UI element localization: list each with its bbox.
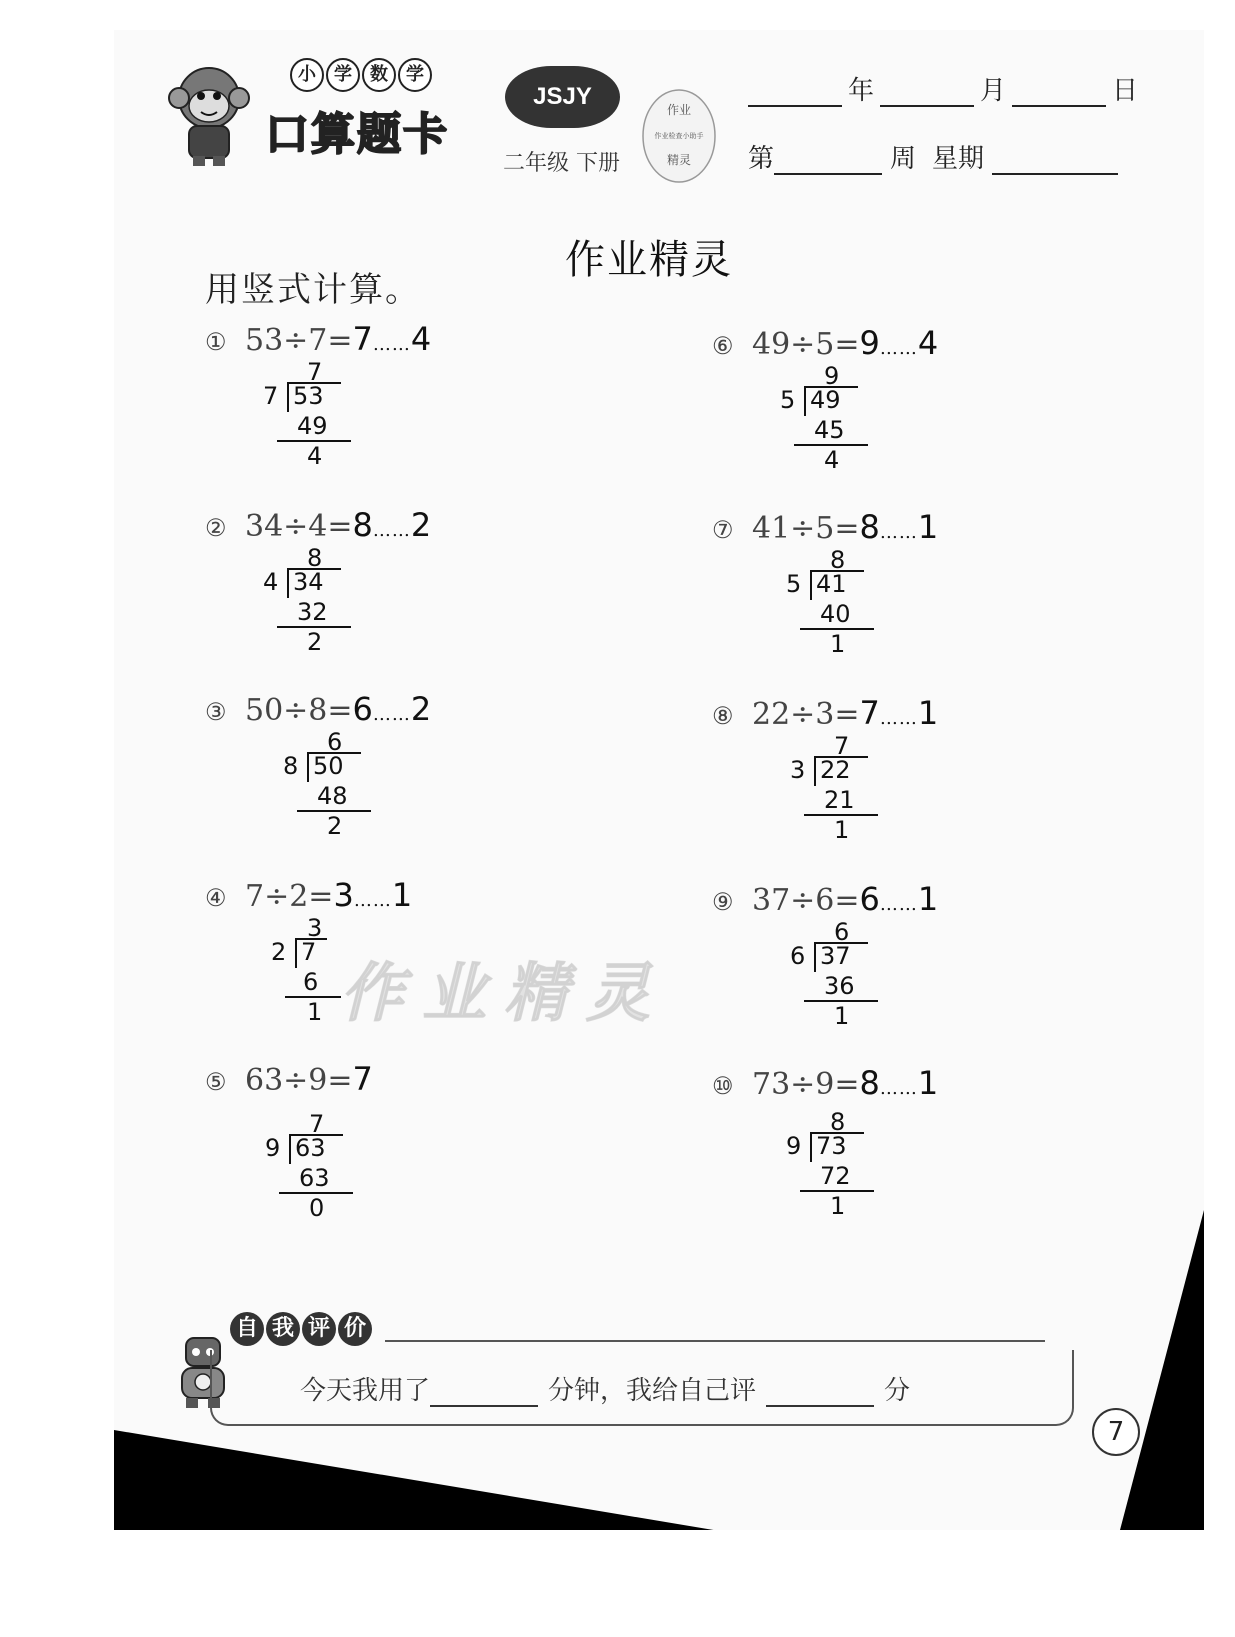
long-division-work [283, 728, 403, 848]
brand-char: 学 [398, 58, 432, 92]
badge-char: 评 [302, 1312, 336, 1346]
work-quotient: 9 [824, 362, 840, 390]
answer-quotient[interactable]: 8 [859, 508, 880, 546]
answer-remainder[interactable]: 4 [917, 324, 939, 362]
remainder-dots: …… [879, 894, 918, 915]
work-remainder: 1 [834, 816, 850, 844]
problem-expression: 7÷2= [245, 879, 334, 914]
answer-quotient[interactable]: 7 [859, 694, 880, 732]
work-divisor: 9 [786, 1132, 802, 1160]
brand-subtitle [290, 58, 432, 92]
answer-quotient[interactable]: 3 [333, 876, 354, 914]
work-divisor: 3 [790, 756, 806, 784]
answer-quotient[interactable]: 8 [352, 506, 373, 544]
work-remainder: 4 [307, 442, 323, 470]
problem-10 [712, 1064, 1132, 1234]
problem-expression: 73÷9= [752, 1067, 860, 1102]
work-quotient: 7 [834, 732, 850, 760]
work-quotient: 8 [307, 544, 323, 572]
work-remainder: 2 [327, 812, 343, 840]
work-divisor: 7 [263, 382, 279, 410]
problem-number: ⑧ [712, 702, 734, 730]
work-product: 72 [820, 1162, 851, 1190]
remainder-dots: …… [372, 334, 411, 355]
work-dividend: 34 [293, 568, 324, 596]
problem-1 [205, 320, 625, 490]
weekday-label: 星期 [932, 144, 985, 174]
work-quotient: 7 [307, 358, 323, 386]
work-remainder: 1 [830, 1192, 846, 1220]
problem-number: ⑩ [712, 1072, 734, 1100]
work-quotient: 6 [834, 918, 850, 946]
answer-quotient[interactable]: 9 [859, 324, 880, 362]
work-remainder: 1 [834, 1002, 850, 1030]
long-division-work [265, 1110, 385, 1230]
work-quotient: 3 [307, 914, 323, 942]
long-division-work [790, 732, 910, 852]
problem-expression: 37÷6= [752, 883, 860, 918]
week-blank[interactable] [774, 145, 882, 175]
work-divisor: 5 [786, 570, 802, 598]
work-product: 6 [303, 968, 319, 996]
remainder-dots: …… [879, 522, 918, 543]
answer-remainder[interactable]: 1 [917, 880, 939, 918]
work-product: 32 [297, 598, 328, 626]
problem-8 [712, 694, 1132, 864]
weekday-blank[interactable] [992, 145, 1118, 175]
long-division-work [786, 546, 906, 666]
work-remainder: 0 [309, 1194, 325, 1222]
work-divisor: 8 [283, 752, 299, 780]
month-blank[interactable] [880, 77, 974, 107]
month-label: 月 [980, 76, 1007, 106]
brand-title: 口算题卡 [265, 109, 449, 160]
work-dividend: 53 [293, 382, 324, 410]
minutes-blank[interactable] [430, 1379, 538, 1407]
work-quotient: 8 [830, 546, 846, 574]
problem-number: ⑦ [712, 516, 734, 544]
work-product: 21 [824, 786, 855, 814]
eval-text-2: 分钟，我给自己评 [548, 1376, 757, 1406]
work-product: 40 [820, 600, 851, 628]
answer-remainder[interactable]: 1 [917, 694, 939, 732]
score-blank[interactable] [766, 1379, 874, 1407]
work-dividend: 41 [816, 570, 847, 598]
problem-9 [712, 880, 1132, 1050]
week-prefix: 第 [748, 144, 775, 174]
week-fields [748, 138, 1118, 175]
problem-expression: 41÷5= [752, 511, 860, 546]
week-label: 周 [890, 144, 917, 174]
year-label: 年 [848, 76, 875, 106]
problem-number: ④ [205, 884, 227, 912]
work-remainder: 1 [830, 630, 846, 658]
remainder-dots: …… [372, 520, 411, 541]
instruction-text: 用竖式计算。 [205, 270, 421, 310]
problem-6 [712, 324, 1132, 494]
self-eval-badge [230, 1312, 372, 1346]
work-dividend: 63 [295, 1134, 326, 1162]
problem-expression: 63÷9= [245, 1063, 353, 1098]
work-divisor: 6 [790, 942, 806, 970]
answer-remainder[interactable]: 1 [391, 876, 413, 914]
answer-remainder[interactable]: 4 [410, 320, 432, 358]
problem-expression: 22÷3= [752, 697, 860, 732]
problem-expression: 49÷5= [752, 327, 860, 362]
stamp-line-1: 作业 [666, 103, 692, 117]
answer-quotient[interactable]: 7 [352, 320, 373, 358]
remainder-dots: …… [879, 338, 918, 359]
long-division-work [263, 358, 383, 478]
work-quotient: 7 [309, 1110, 325, 1138]
problem-3 [205, 690, 625, 860]
brand-char: 小 [290, 58, 324, 92]
badge-char: 我 [266, 1312, 300, 1346]
year-blank[interactable] [748, 77, 842, 107]
problem-expression: 34÷4= [245, 509, 353, 544]
long-division-work [786, 1108, 906, 1228]
problem-number: ⑨ [712, 888, 734, 916]
remainder-dots: …… [879, 1078, 918, 1099]
work-divisor: 5 [780, 386, 796, 414]
answer-quotient[interactable]: 6 [859, 880, 880, 918]
work-remainder: 1 [307, 998, 323, 1026]
work-product: 48 [317, 782, 348, 810]
problem-number: ③ [205, 698, 227, 726]
problem-number: ② [205, 514, 227, 542]
eval-text-3: 分 [884, 1376, 911, 1406]
work-product: 63 [299, 1164, 330, 1192]
page-number: 7 [1092, 1408, 1140, 1456]
work-dividend: 7 [301, 938, 317, 966]
eval-top-rule [385, 1340, 1045, 1342]
work-product: 36 [824, 972, 855, 1000]
answer-quotient[interactable]: 7 [352, 1060, 373, 1098]
stamp-line-3: 精灵 [666, 153, 692, 167]
long-division-work [780, 362, 900, 482]
problem-expression: 53÷7= [245, 323, 353, 358]
problem-2 [205, 506, 625, 676]
answer-quotient[interactable]: 6 [352, 690, 373, 728]
work-dividend: 22 [820, 756, 851, 784]
remainder-dots: …… [372, 704, 411, 725]
long-division-work [790, 918, 910, 1038]
problem-number: ① [205, 328, 227, 356]
badge-char: 自 [230, 1312, 264, 1346]
self-eval-text [300, 1370, 920, 1407]
work-divisor: 9 [265, 1134, 281, 1162]
stamp-line-2: 作业检查小助手 [654, 132, 704, 140]
remainder-dots: …… [879, 708, 918, 729]
problem-number: ⑥ [712, 332, 734, 360]
long-division-work [263, 544, 383, 664]
answer-remainder[interactable]: 1 [917, 508, 939, 546]
work-dividend: 49 [810, 386, 841, 414]
answer-remainder[interactable]: 1 [917, 1064, 939, 1102]
work-divisor: 2 [271, 938, 287, 966]
monkey-mascot-icon [165, 60, 253, 170]
answer-remainder[interactable]: 2 [410, 506, 432, 544]
problem-5 [205, 1060, 625, 1230]
badge-char: 价 [338, 1312, 372, 1346]
work-quotient: 8 [830, 1108, 846, 1136]
work-remainder: 2 [307, 628, 323, 656]
answer-remainder[interactable]: 2 [410, 690, 432, 728]
work-product: 45 [814, 416, 845, 444]
remainder-dots: …… [353, 890, 392, 911]
problem-number: ⑤ [205, 1068, 227, 1096]
date-fields [748, 70, 1144, 107]
work-product: 49 [297, 412, 328, 440]
work-dividend: 37 [820, 942, 851, 970]
problem-expression: 50÷8= [245, 693, 353, 728]
work-dividend: 50 [313, 752, 344, 780]
watermark: 作业精灵 [340, 957, 668, 1031]
problem-7 [712, 508, 1132, 678]
work-remainder: 4 [824, 446, 840, 474]
work-divisor: 4 [263, 568, 279, 596]
eval-text-1: 今天我用了 [300, 1376, 431, 1406]
answer-quotient[interactable]: 8 [859, 1064, 880, 1102]
brand-char: 学 [326, 58, 360, 92]
day-label: 日 [1112, 76, 1139, 106]
publisher-badge: JSJY [505, 66, 620, 128]
brand-char: 数 [362, 58, 396, 92]
handwritten-title: 作业精灵 [565, 237, 733, 283]
work-quotient: 6 [327, 728, 343, 756]
helper-stamp-icon [640, 86, 718, 186]
grade-label: 二年级 下册 [503, 151, 620, 176]
day-blank[interactable] [1012, 77, 1106, 107]
work-dividend: 73 [816, 1132, 847, 1160]
